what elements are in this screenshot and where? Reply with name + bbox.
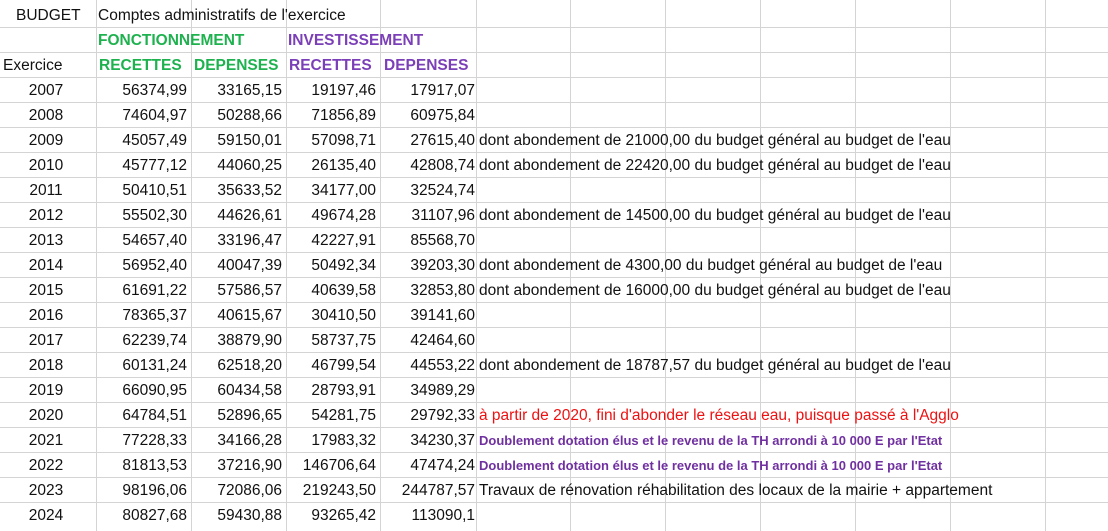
fonctionnement-recettes-cell[interactable]: 62239,74 [122,332,187,349]
investissement-depenses-cell[interactable]: 32524,74 [410,182,475,199]
investissement-depenses-cell[interactable]: 32853,80 [410,282,475,299]
investissement-recettes-cell[interactable]: 19197,46 [311,82,376,99]
year-cell[interactable]: 2011 [29,182,63,199]
year-cell[interactable]: 2010 [28,157,64,174]
fonctionnement-recettes-cell[interactable]: 98196,06 [122,482,187,499]
fonctionnement-depenses-cell[interactable]: 44060,25 [217,157,282,174]
fonctionnement-recettes-cell[interactable]: 78365,37 [122,307,187,324]
note-cell[interactable]: dont abondement de 22420,00 du budget général au budget de l'eau [479,157,951,174]
year-cell[interactable]: 2013 [28,232,64,249]
grid-row-line [0,27,1108,28]
fonctionnement-depenses-cell[interactable]: 37216,90 [217,457,282,474]
investissement-recettes-cell[interactable]: 57098,71 [311,132,376,149]
investissement-depenses-cell[interactable]: 113090,1 [411,507,475,524]
year-cell[interactable]: 2021 [28,432,64,449]
note-cell[interactable]: dont abondement de 4300,00 du budget général au budget de l'eau [479,257,943,274]
investissement-recettes-cell[interactable]: 49674,28 [311,207,376,224]
fonctionnement-recettes-cell[interactable]: 61691,22 [122,282,187,299]
fonctionnement-depenses-cell[interactable]: 34166,28 [217,432,282,449]
note-cell[interactable]: dont abondement de 18787,57 du budget général au budget de l'eau [479,357,951,374]
fonctionnement-recettes-cell[interactable]: 45777,12 [122,157,187,174]
fonctionnement-recettes-cell[interactable]: 54657,40 [122,232,187,249]
fonctionnement-depenses-cell[interactable]: 62518,20 [217,357,282,374]
investissement-recettes-cell[interactable]: 40639,58 [311,282,376,299]
fonctionnement-recettes-cell[interactable]: 55502,30 [122,207,187,224]
investissement-depenses-cell[interactable]: 85568,70 [410,232,475,249]
investissement-depenses-cell[interactable]: 39203,30 [410,257,475,274]
year-cell[interactable]: 2008 [28,107,64,124]
year-cell[interactable]: 2009 [28,132,64,149]
fonctionnement-depenses-cell[interactable]: 52896,65 [217,407,282,424]
fonctionnement-depenses-cell[interactable]: 35633,52 [217,182,282,199]
fonctionnement-recettes-cell[interactable]: 81813,53 [122,457,187,474]
note-cell[interactable]: dont abondement de 16000,00 du budget général au budget de l'eau [479,282,951,299]
investissement-depenses-cell[interactable]: 44553,22 [410,357,475,374]
fonctionnement-depenses-cell[interactable]: 50288,66 [217,107,282,124]
fonctionnement-recettes-cell[interactable]: 45057,49 [122,132,187,149]
year-cell[interactable]: 2019 [28,382,64,399]
note-cell[interactable]: dont abondement de 21000,00 du budget général au budget de l'eau [479,132,951,149]
investissement-depenses-cell[interactable]: 34989,29 [410,382,475,399]
investissement-recettes-cell[interactable]: 46799,54 [311,357,376,374]
fonctionnement-header[interactable]: FONCTIONNEMENT [98,32,245,49]
fonctionnement-recettes-cell[interactable]: 77228,33 [122,432,187,449]
grid-row-line [0,52,1108,53]
investissement-depenses-cell[interactable]: 42464,60 [410,332,475,349]
investissement-recettes-cell[interactable]: 30410,50 [311,307,376,324]
fonctionnement-depenses-cell[interactable]: 33165,15 [217,82,282,99]
fonctionnement-depenses-cell[interactable]: 33196,47 [217,232,282,249]
fonctionnement-depenses-cell[interactable]: 59430,88 [217,507,282,524]
fonctionnement-depenses-cell[interactable]: 38879,90 [217,332,282,349]
investissement-depenses-cell[interactable]: 29792,33 [410,407,475,424]
fonctionnement-depenses-cell[interactable]: 40615,67 [217,307,282,324]
fonctionnement-depenses-cell[interactable]: 60434,58 [217,382,282,399]
investissement-depenses-cell[interactable]: 60975,84 [410,107,475,124]
fonctionnement-recettes-cell[interactable]: 60131,24 [122,357,187,374]
investissement-recettes-cell[interactable]: 50492,34 [311,257,376,274]
year-cell[interactable]: 2014 [28,257,64,274]
investissement-depenses-cell[interactable]: 47474,24 [410,457,475,474]
investissement-depenses-cell[interactable]: 34230,37 [410,432,475,449]
investissement-depenses-cell[interactable]: 31107,96 [411,207,475,224]
investissement-recettes-cell[interactable]: 219243,50 [302,482,376,499]
year-cell[interactable]: 2024 [28,507,64,524]
investissement-recettes-cell[interactable]: 17983,32 [311,432,376,449]
fonctionnement-recettes-cell[interactable]: 50410,51 [122,182,187,199]
fonctionnement-depenses-cell[interactable]: 72086,06 [217,482,282,499]
investissement-recettes-cell[interactable]: 71856,89 [311,107,376,124]
year-cell[interactable]: 2023 [28,482,64,499]
fonctionnement-depenses-cell[interactable]: 57586,57 [217,282,282,299]
fonctionnement-recettes-cell[interactable]: 66090,95 [122,382,187,399]
investissement-header[interactable]: INVESTISSEMENT [288,32,424,49]
note-cell[interactable]: à partir de 2020, fini d'abonder le réseau eau, puisque passé à l'Agglo [479,407,959,424]
fonctionnement-recettes-cell[interactable]: 64784,51 [122,407,187,424]
investissement-recettes-header[interactable]: RECETTES [289,57,372,74]
investissement-depenses-header[interactable]: DEPENSES [384,57,469,74]
investissement-recettes-cell[interactable]: 54281,75 [311,407,376,424]
fonctionnement-depenses-cell[interactable]: 44626,61 [217,207,282,224]
investissement-depenses-cell[interactable]: 17917,07 [410,82,475,99]
year-cell[interactable]: 2022 [28,457,64,474]
year-cell[interactable]: 2007 [28,82,64,99]
investissement-depenses-cell[interactable]: 244787,57 [401,482,475,499]
year-cell[interactable]: 2020 [28,407,64,424]
investissement-recettes-cell[interactable]: 34177,00 [311,182,376,199]
investissement-recettes-cell[interactable]: 58737,75 [311,332,376,349]
note-cell[interactable]: Travaux de rénovation réhabilitation des locaux de la mairie + appartement [479,482,993,499]
note-cell[interactable]: dont abondement de 14500,00 du budget général au budget de l'eau [479,207,951,224]
note-cell[interactable]: Doublement dotation élus et le revenu de la TH arrondi à 10 000 E par l'Etat [479,433,943,448]
exercice-header[interactable]: Exercice [3,57,63,74]
investissement-recettes-cell[interactable]: 93265,42 [311,507,376,524]
fonctionnement-recettes-cell[interactable]: 56952,40 [122,257,187,274]
investissement-recettes-cell[interactable]: 26135,40 [311,157,376,174]
year-cell[interactable]: 2017 [28,332,64,349]
investissement-recettes-cell[interactable]: 28793,91 [311,382,376,399]
year-cell[interactable]: 2012 [28,207,64,224]
year-cell[interactable]: 2018 [28,357,64,374]
budget-label[interactable]: BUDGET [16,7,81,24]
fonctionnement-recettes-cell[interactable]: 74604,97 [122,107,187,124]
note-cell[interactable]: Doublement dotation élus et le revenu de la TH arrondi à 10 000 E par l'Etat [479,458,943,473]
fonctionnement-depenses-header[interactable]: DEPENSES [194,57,279,74]
investissement-recettes-cell[interactable]: 146706,64 [302,457,376,474]
fonctionnement-depenses-cell[interactable]: 59150,01 [217,132,282,149]
fonctionnement-recettes-header[interactable]: RECETTES [99,57,182,74]
grid-row-line [0,77,1108,78]
fonctionnement-depenses-cell[interactable]: 40047,39 [217,257,282,274]
investissement-recettes-cell[interactable]: 42227,91 [311,232,376,249]
sheet-title[interactable]: Comptes administratifs de l'exercice [98,7,346,24]
fonctionnement-recettes-cell[interactable]: 80827,68 [122,507,187,524]
fonctionnement-recettes-cell[interactable]: 56374,99 [122,82,187,99]
investissement-depenses-cell[interactable]: 39141,60 [410,307,475,324]
year-cell[interactable]: 2015 [28,282,64,299]
investissement-depenses-cell[interactable]: 27615,40 [410,132,475,149]
year-cell[interactable]: 2016 [28,307,64,324]
investissement-depenses-cell[interactable]: 42808,74 [410,157,475,174]
